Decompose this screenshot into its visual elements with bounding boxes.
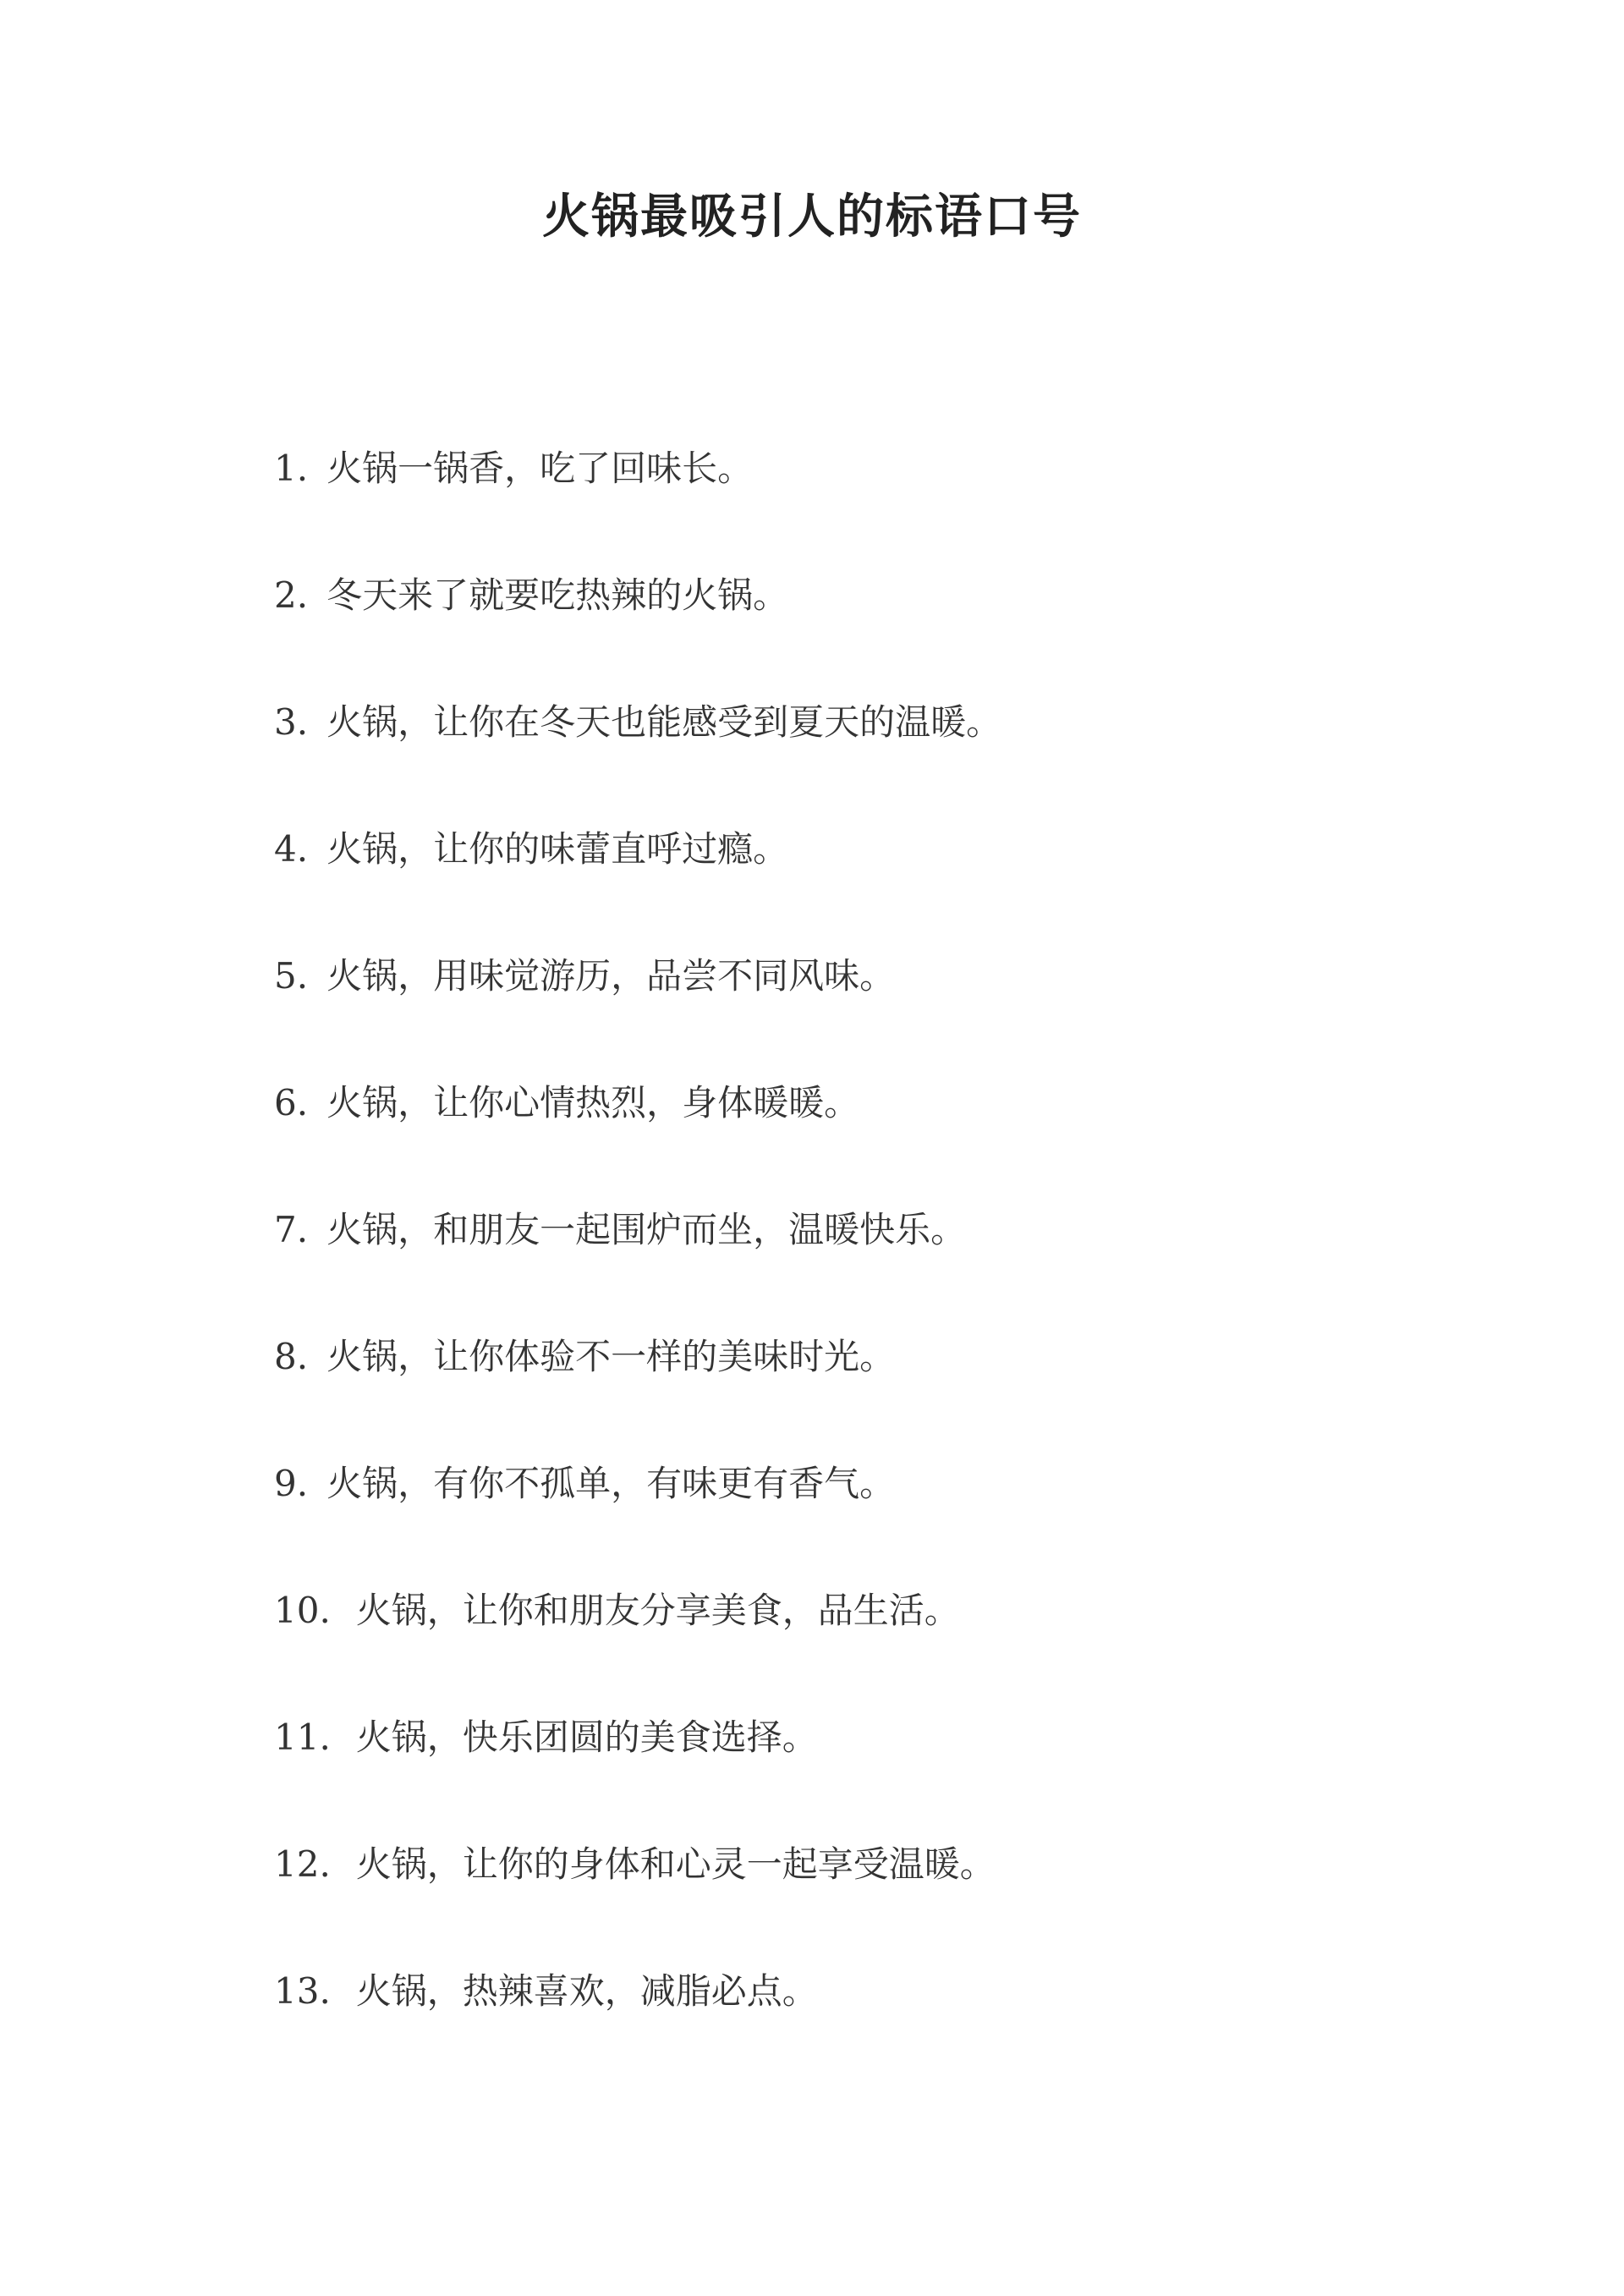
list-item-number: 1. (274, 448, 309, 489)
list-item (274, 1716, 1458, 1843)
slogan-list (274, 447, 1458, 2096)
list-item (274, 1081, 1458, 1208)
list-item-number: 8. (274, 1336, 309, 1377)
list-item (274, 1969, 1458, 2096)
list-item-text: 火锅，让你的味蕾直呼过瘾。 (326, 828, 789, 870)
list-item-text: 火锅，让你和朋友分享美食，品生活。 (355, 1590, 960, 1631)
list-item (274, 574, 1458, 700)
list-item-text: 火锅一锅香，吃了回味长。 (326, 448, 754, 489)
list-item-number: 12. (274, 1843, 331, 1885)
list-item-number: 4. (274, 828, 309, 870)
list-item-number: 5. (274, 955, 309, 997)
list-item-text: 火锅，让你体验不一样的美味时光。 (326, 1336, 896, 1377)
list-item-text: 火锅，让你的身体和心灵一起享受温暖。 (355, 1843, 996, 1885)
list-item (274, 1335, 1458, 1462)
list-item-number: 10. (274, 1590, 331, 1631)
list-item-number: 3. (274, 701, 309, 743)
list-item-number: 2. (274, 574, 309, 616)
list-item-number: 9. (274, 1463, 309, 1504)
list-item-number: 6. (274, 1082, 309, 1123)
list-item-text: 火锅，和朋友一起围炉而坐，温暖快乐。 (326, 1209, 967, 1250)
list-item (274, 827, 1458, 954)
list-item-text: 火锅，热辣喜欢，减脂必点。 (355, 1970, 818, 2012)
list-item-number: 11. (274, 1717, 331, 1758)
list-item (274, 1208, 1458, 1335)
list-item (274, 1462, 1458, 1589)
list-item (274, 1843, 1458, 1969)
list-item (274, 1589, 1458, 1716)
list-item (274, 700, 1458, 827)
list-item-number: 7. (274, 1209, 309, 1250)
list-item-text: 冬天来了就要吃热辣的火锅。 (326, 574, 789, 616)
list-item-text: 火锅，让你心情热烈，身体暖暖。 (326, 1082, 860, 1123)
list-item (274, 447, 1458, 574)
list-item-text: 火锅，快乐团圆的美食选择。 (355, 1717, 818, 1758)
list-item-text: 火锅，让你在冬天也能感受到夏天的温暖。 (326, 701, 1002, 743)
list-item-text: 火锅，有你不孤单，有味更有香气。 (326, 1463, 896, 1504)
document-title: 火锅最吸引人的标语口号 (542, 189, 1082, 244)
list-item-text: 火锅，用味觉游历，品尝不同风味。 (326, 955, 896, 997)
list-item-number: 13. (274, 1970, 331, 2012)
list-item (274, 954, 1458, 1081)
